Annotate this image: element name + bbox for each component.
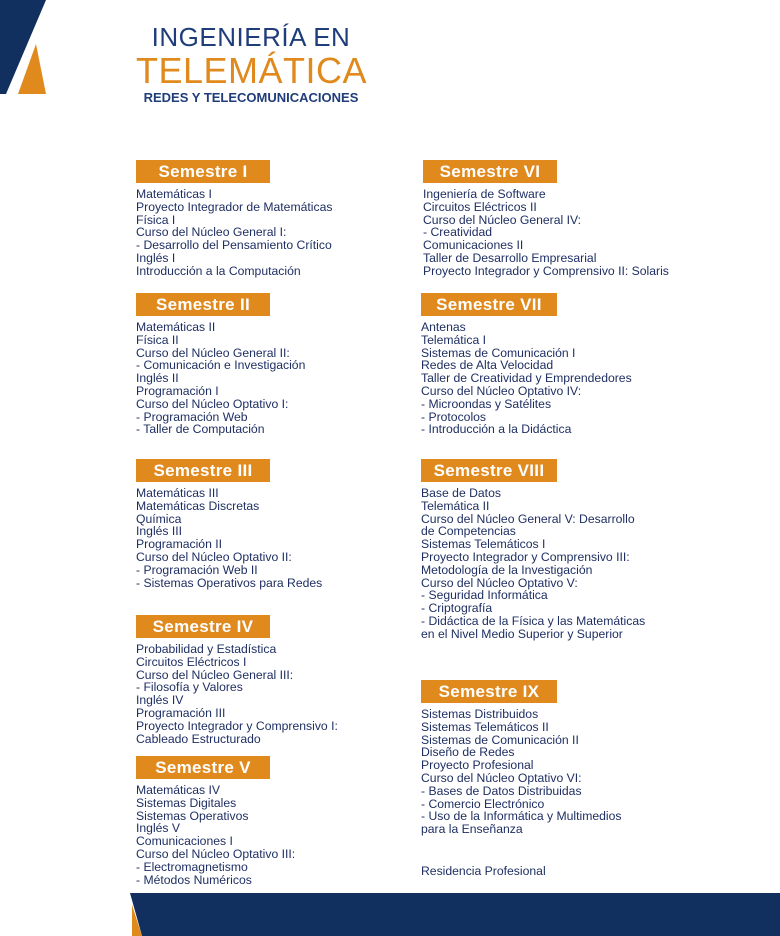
semester-5-label: Semestre V bbox=[136, 756, 270, 779]
semester-6-label: Semestre VI bbox=[423, 160, 557, 183]
semester-1 bbox=[136, 160, 332, 278]
course-item: Matemáticas III bbox=[136, 486, 219, 500]
course-item: - Introducción a la Didáctica bbox=[421, 422, 572, 437]
title-subtitle: REDES Y TELECOMUNICACIONES bbox=[143, 90, 359, 105]
course-item: Curso del Núcleo General II: bbox=[136, 345, 290, 360]
course-item: Curso del Núcleo General I: bbox=[136, 225, 287, 240]
course-item: Matemáticas Discretas bbox=[136, 498, 260, 513]
top-left-decoration bbox=[0, 0, 60, 100]
semester-3 bbox=[136, 459, 322, 589]
course-item: Diseño de Redes bbox=[421, 745, 515, 760]
course-item: Circuitos Eléctricos I bbox=[136, 654, 247, 669]
course-item: Sistemas Digitales bbox=[136, 795, 237, 810]
semester-8 bbox=[421, 459, 645, 641]
course-item: - Electromagnetismo bbox=[136, 859, 248, 874]
course-item: - Sistemas Operativos para Redes bbox=[136, 575, 323, 590]
course-item: Taller de Creatividad y Emprendedores bbox=[421, 371, 632, 386]
semester-9-courses bbox=[421, 708, 622, 836]
course-item: Física I bbox=[136, 212, 176, 227]
course-item: Base de Datos bbox=[421, 486, 501, 500]
course-item: Inglés I bbox=[136, 250, 176, 265]
course-item: - Filosofía y Valores bbox=[136, 680, 243, 695]
semester-8-label: Semestre VIII bbox=[421, 459, 557, 482]
course-item: - Microondas y Satélites bbox=[421, 396, 552, 411]
course-item: Programación III bbox=[136, 705, 226, 720]
semester-8-courses bbox=[421, 487, 645, 641]
course-item: Matemáticas II bbox=[136, 320, 216, 334]
course-item: Sistemas Operativos bbox=[136, 808, 249, 823]
course-item: Curso del Núcleo Optativo III: bbox=[136, 846, 296, 861]
course-item: - Protocolos bbox=[421, 409, 487, 424]
course-item: Circuitos Eléctricos II bbox=[423, 199, 537, 214]
course-item: - Desarrollo del Pensamiento Crítico bbox=[136, 238, 332, 253]
course-item: Telemática I bbox=[421, 332, 487, 347]
course-item: Proyecto Integrador de Matemáticas bbox=[136, 199, 333, 214]
course-item: - Criptografía bbox=[421, 601, 493, 616]
program-title bbox=[136, 22, 366, 106]
residencia-list bbox=[421, 865, 546, 878]
semester-7-label: Semestre VII bbox=[421, 293, 557, 316]
course-item: de Competencias bbox=[421, 524, 516, 539]
course-item: Matemáticas IV bbox=[136, 783, 220, 797]
course-item: - Uso de la Informática y Multimedios bbox=[421, 809, 622, 824]
semester-6-courses bbox=[423, 188, 669, 278]
course-item: Física II bbox=[136, 332, 179, 347]
course-item: Curso del Núcleo General V: Desarrollo bbox=[421, 511, 635, 526]
course-item: Proyecto Integrador y Comprensivo II: Solaris bbox=[423, 263, 669, 278]
course-item: Sistemas Telemáticos I bbox=[421, 537, 546, 552]
course-item: - Comercio Electrónico bbox=[421, 796, 545, 811]
course-item: Inglés II bbox=[136, 371, 179, 386]
course-item: Sistemas de Comunicación II bbox=[421, 732, 579, 747]
course-item: Proyecto Profesional bbox=[421, 758, 534, 773]
semester-9 bbox=[421, 680, 622, 836]
course-item: Programación II bbox=[136, 537, 223, 552]
course-item: - Taller de Computación bbox=[136, 422, 265, 437]
course-item: Taller de Desarrollo Empresarial bbox=[423, 250, 597, 265]
course-item: Inglés III bbox=[136, 524, 183, 539]
course-item: Sistemas de Comunicación I bbox=[421, 345, 576, 360]
course-item: Inglés V bbox=[136, 821, 181, 836]
course-item: Sistemas Distribuidos bbox=[421, 707, 539, 721]
semester-9-label: Semestre IX bbox=[421, 680, 557, 703]
course-item: Curso del Núcleo General III: bbox=[136, 667, 294, 682]
course-item: Curso del Núcleo General IV: bbox=[423, 212, 582, 227]
semester-3-label: Semestre III bbox=[136, 459, 270, 482]
course-item: Metodología de la Investigación bbox=[421, 562, 593, 577]
semester-1-label: Semestre I bbox=[136, 160, 270, 183]
course-item: - Didáctica de la Física y las Matemáticas bbox=[421, 613, 646, 628]
course-item: Introducción a la Computación bbox=[136, 263, 301, 278]
semester-3-courses bbox=[136, 487, 322, 589]
title-line-2: TELEMÁTICA bbox=[136, 50, 368, 91]
course-item: - Programación Web II bbox=[136, 562, 258, 577]
semester-7-courses bbox=[421, 321, 632, 436]
semester-4-label: Semestre IV bbox=[136, 615, 270, 638]
semester-1-courses bbox=[136, 188, 332, 278]
residencia-profesional bbox=[421, 865, 546, 878]
course-item: Cableado Estructurado bbox=[136, 731, 261, 746]
course-item: - Métodos Numéricos bbox=[136, 872, 252, 887]
semester-4 bbox=[136, 615, 338, 745]
course-item: - Seguridad Informática bbox=[421, 588, 548, 603]
course-item: Probabilidad y Estadística bbox=[136, 642, 277, 656]
semester-2-courses bbox=[136, 321, 305, 436]
semester-5-courses bbox=[136, 784, 295, 886]
course-item: en el Nivel Medio Superior y Superior bbox=[421, 626, 623, 641]
residencia-label: Residencia Profesional bbox=[421, 864, 546, 878]
semester-2-label: Semestre II bbox=[136, 293, 270, 316]
semester-6 bbox=[423, 160, 669, 278]
course-item: - Comunicación e Investigación bbox=[136, 358, 306, 373]
course-item: Comunicaciones I bbox=[136, 834, 233, 849]
course-item: - Creatividad bbox=[423, 225, 493, 240]
course-item: Inglés IV bbox=[136, 693, 184, 708]
course-item: Curso del Núcleo Optativo VI: bbox=[421, 770, 582, 785]
course-item: Curso del Núcleo Optativo IV: bbox=[421, 383, 582, 398]
course-item: Proyecto Integrador y Comprensivo III: bbox=[421, 549, 630, 564]
semester-5 bbox=[136, 756, 295, 886]
semester-7 bbox=[421, 293, 632, 436]
course-item: Curso del Núcleo Optativo I: bbox=[136, 396, 289, 411]
semester-4-courses bbox=[136, 643, 338, 745]
course-item: Comunicaciones II bbox=[423, 238, 524, 253]
course-item: Proyecto Integrador y Comprensivo I: bbox=[136, 718, 338, 733]
course-item: Matemáticas I bbox=[136, 187, 212, 201]
title-line-1: INGENIERÍA EN bbox=[151, 22, 351, 52]
course-item: Curso del Núcleo Optativo II: bbox=[136, 549, 292, 564]
course-item: Antenas bbox=[421, 320, 466, 334]
course-item: para la Enseñanza bbox=[421, 822, 523, 837]
course-item: Redes de Alta Velocidad bbox=[421, 358, 554, 373]
course-item: Ingeniería de Software bbox=[423, 187, 546, 201]
course-item: Curso del Núcleo Optativo V: bbox=[421, 575, 578, 590]
course-item: - Programación Web bbox=[136, 409, 248, 424]
course-item: Programación I bbox=[136, 383, 219, 398]
course-item: Sistemas Telemáticos II bbox=[421, 719, 549, 734]
course-item: Telemática II bbox=[421, 498, 490, 513]
course-item: Química bbox=[136, 511, 182, 526]
bottom-banner bbox=[0, 893, 780, 936]
course-item: - Bases de Datos Distribuidas bbox=[421, 783, 582, 798]
semester-2 bbox=[136, 293, 305, 436]
